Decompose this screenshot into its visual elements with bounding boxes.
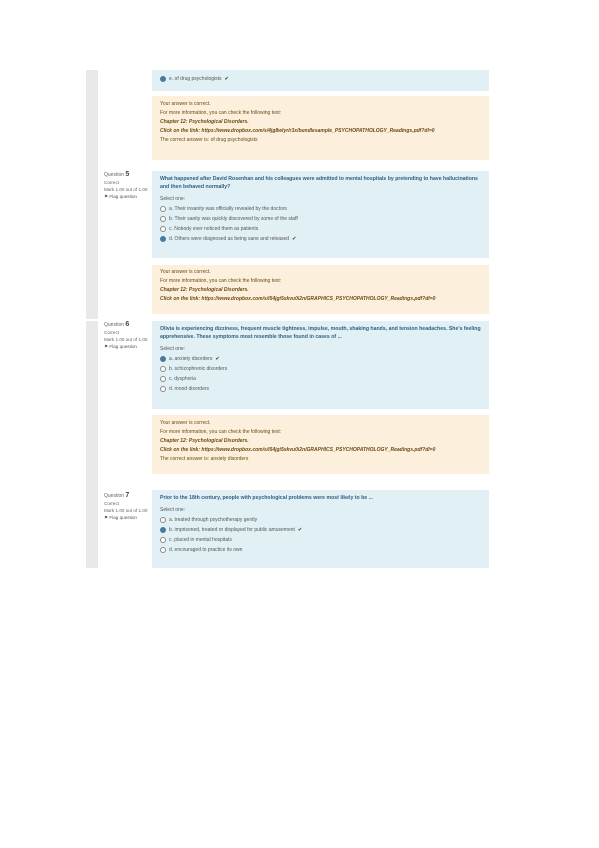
question-info: Question 5 Correct Mark 1.00 out of 1.00 ⚑ Flag question <box>104 171 148 199</box>
feedback-intro: For more information, you can check the following text: <box>160 110 282 116</box>
feedback-correct-answer: The correct answer is: anxiety disorders <box>160 456 249 462</box>
select-label: Select one: <box>160 507 186 513</box>
answer-option[interactable]: b. Their sanity was quickly discovered by some of the staff <box>160 214 481 224</box>
flag-question-button[interactable]: ⚑ Flag question <box>104 344 137 349</box>
select-label: Select one: <box>160 346 186 352</box>
question-text: Olivia is experiencing dizziness, frequent muscle tightness, impulse, mouth, shaking hands, and tension headaches. She's feeling apprehensive. These symptoms most resemble those found in cases of ... <box>160 326 481 340</box>
check-icon: ✔ <box>224 75 229 82</box>
radio-button[interactable] <box>160 376 166 382</box>
radio-button[interactable] <box>160 537 166 543</box>
answer-option[interactable]: c. Nobody ever noticed them as patients <box>160 224 481 234</box>
flag-icon: ⚑ <box>104 515 109 520</box>
answer-option[interactable]: d. encouraged to practice its own <box>160 545 481 555</box>
answer-option[interactable]: a. treated through psychotherapy gently <box>160 515 481 525</box>
question-info: Question 6 Correct Mark 1.00 out of 1.00 ⚑ Flag question <box>104 321 148 349</box>
question-6-box <box>152 321 489 409</box>
select-label: Select one: <box>160 196 186 202</box>
radio-button[interactable] <box>160 226 166 232</box>
flag-icon: ⚑ <box>104 344 109 349</box>
feedback-panel <box>152 415 489 474</box>
answer-option[interactable]: d. mood disorders <box>160 384 481 394</box>
question-number: 6 <box>125 321 130 328</box>
feedback-result: Your answer is correct. <box>160 101 211 107</box>
check-icon: ✔ <box>292 235 297 242</box>
question-5-box <box>152 171 489 258</box>
question-mark: Mark 1.00 out of 1.00 <box>104 337 148 342</box>
question-mark: Mark 1.00 out of 1.00 <box>104 187 148 192</box>
answer-option[interactable]: b. schizophrenic disorders <box>160 364 481 374</box>
question-text: Prior to the 18th century, people with psychological problems were most likely to be ... <box>160 495 373 501</box>
radio-button[interactable] <box>160 356 166 362</box>
feedback-panel <box>152 96 489 160</box>
check-icon: ✔ <box>215 355 220 362</box>
radio-button[interactable] <box>160 527 166 533</box>
question-status: Correct <box>104 330 120 335</box>
radio-button[interactable] <box>160 236 166 242</box>
feedback-result: Your answer is correct. <box>160 420 211 426</box>
answer-option[interactable]: d. Others were diagnosed as being sane and released ✔ <box>160 234 481 244</box>
answer-option[interactable]: b. imprisoned, treated or displayed for public amusement ✔ <box>160 525 481 535</box>
feedback-chapter: Chapter 12: Psychological Disorders. <box>160 438 249 444</box>
answer-option[interactable]: c. dysphoria <box>160 374 481 384</box>
question-number: 5 <box>125 171 130 178</box>
radio-button[interactable] <box>160 366 166 372</box>
feedback-result: Your answer is correct. <box>160 269 211 275</box>
answer-option[interactable]: e. of drug psychologists ✔ <box>160 74 481 84</box>
feedback-link[interactable]: Click on the link: https://www.dropbox.com/s/4jg8wlyr/r3x/bundlesample_PSYCHOPATHOLOGY_Readings.pdf?dl=0 <box>160 128 435 134</box>
check-icon: ✔ <box>297 526 303 533</box>
radio-button[interactable] <box>160 206 166 212</box>
feedback-panel <box>152 265 489 314</box>
question-text: What happened after David Rosenhan and his colleagues were admitted to mental hospitals by pretending to have hallucinations and then behaved normally? <box>160 176 478 190</box>
flag-question-button[interactable]: ⚑ Flag question <box>104 515 137 520</box>
question-number: 7 <box>125 492 130 499</box>
radio-button[interactable] <box>160 216 166 222</box>
question-status: Correct <box>104 501 120 506</box>
answer-option[interactable]: a. anxiety disorders ✔ <box>160 354 481 364</box>
radio-button[interactable] <box>160 517 166 523</box>
flag-icon: ⚑ <box>104 194 109 199</box>
question-4-answers-partial <box>152 70 489 91</box>
feedback-intro: For more information, you can check the following text: <box>160 429 282 435</box>
feedback-chapter: Chapter 12: Psychological Disorders. <box>160 119 249 125</box>
radio-button[interactable] <box>160 76 166 82</box>
feedback-intro: For more information, you can check the following text: <box>160 278 282 284</box>
feedback-chapter: Chapter 12: Psychological Disorders. <box>160 287 249 293</box>
question-7-box <box>152 490 489 568</box>
radio-button[interactable] <box>160 386 166 392</box>
feedback-link[interactable]: Click on the link: https://www.dropbox.com/s/i54jgi5xkvu0i2n/GRAPHICS_PSYCHOPATHOLOGY_Readings.pdf?dl=0 <box>160 296 436 302</box>
feedback-link[interactable]: Click on the link: https://www.dropbox.com/s/i54jgi5xkvu0i2n/GRAPHICS_PSYCHOPATHOLOGY_Readings.pdf?dl=0 <box>160 447 436 453</box>
radio-button[interactable] <box>160 547 166 553</box>
answer-option[interactable]: a. Their insanity was officially revealed by the doctors <box>160 204 481 214</box>
question-mark: Mark 1.00 out of 1.00 <box>104 508 148 513</box>
feedback-correct-answer: The correct answer is: of drug psychologists <box>160 137 258 143</box>
flag-question-button[interactable]: ⚑ Flag question <box>104 194 137 199</box>
question-status: Correct <box>104 180 120 185</box>
question-info: Question 7 Correct Mark 1.00 out of 1.00 ⚑ Flag question <box>104 492 148 520</box>
answer-option[interactable]: c. placed in mental hospitals <box>160 535 481 545</box>
